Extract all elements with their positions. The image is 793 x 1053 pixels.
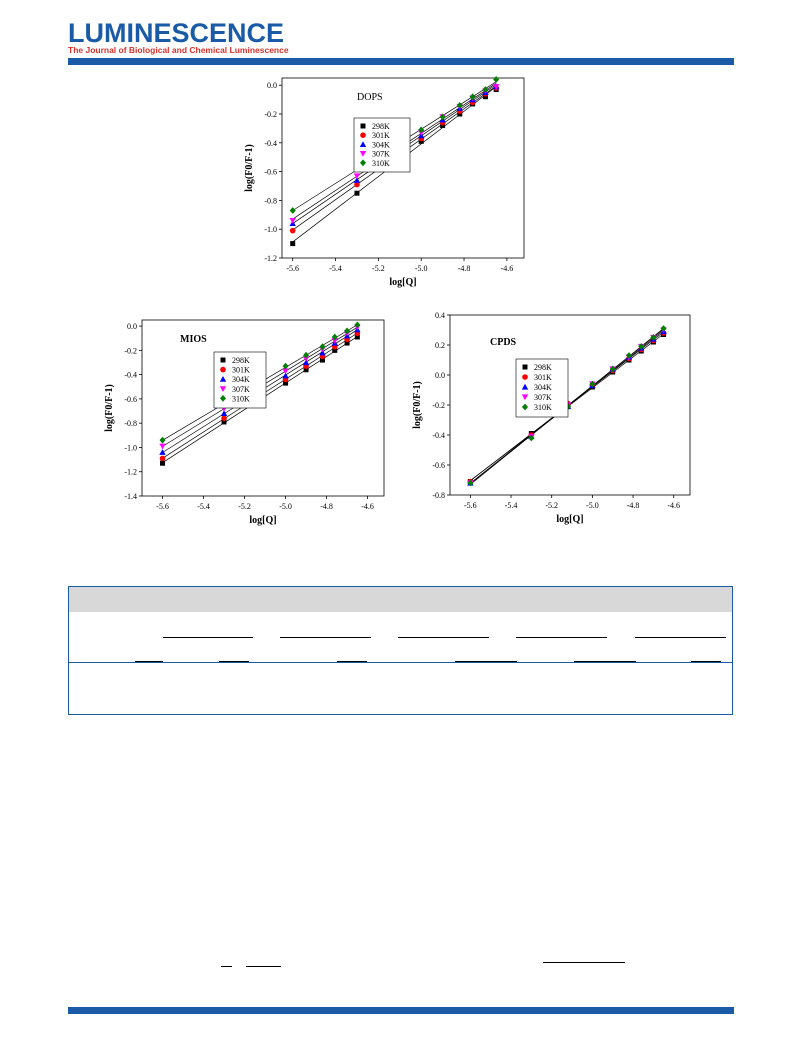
y-tick-label: -1.0 [264, 225, 277, 235]
legend-marker-301K [360, 132, 366, 138]
legend-label: 298K [232, 356, 250, 365]
table-col-rule [691, 661, 721, 662]
data-point-298K [290, 241, 295, 246]
x-tick-label: -5.0 [414, 264, 428, 273]
x-tick-label: -5.6 [156, 502, 169, 511]
table-col-rule [337, 661, 367, 662]
data-point-307K [290, 218, 296, 224]
x-tick-label: -5.2 [545, 501, 559, 510]
y-tick-label: 0.0 [127, 322, 137, 332]
data-point-307K [159, 444, 165, 450]
legend-label: 298K [534, 363, 552, 372]
y-tick-label: -0.4 [124, 370, 137, 380]
y-tick-label: -0.6 [124, 394, 137, 404]
y-tick-label: 0.0 [267, 81, 277, 91]
legend-marker-301K [220, 367, 226, 373]
y-axis-label: log(F0/F-1) [104, 384, 115, 432]
table-header-band [69, 587, 732, 612]
y-tick-label: -1.0 [124, 443, 137, 453]
x-tick-label: -5.2 [372, 264, 385, 273]
mios-stern-volmer-plot [100, 310, 400, 536]
y-tick-label: -0.6 [264, 167, 277, 177]
x-tick-label: -4.6 [667, 501, 681, 510]
legend-label: 301K [372, 131, 390, 141]
table-group-rule [516, 637, 607, 638]
legend-label: 310K [534, 403, 552, 412]
y-tick-label: -1.4 [124, 492, 137, 501]
legend-label: 301K [232, 365, 250, 375]
legend-label: 307K [232, 384, 250, 394]
y-tick-label: -0.4 [264, 138, 277, 148]
dops-stern-volmer-plot [240, 72, 540, 294]
legend-marker-298K [361, 124, 366, 129]
chart-title: MIOS [180, 334, 207, 345]
x-tick-label: -4.8 [457, 264, 471, 273]
legend-label: 307K [534, 393, 552, 402]
legend-label: 304K [232, 375, 250, 385]
y-tick-label: -0.2 [432, 401, 445, 410]
y-tick-label: -0.2 [124, 346, 137, 356]
x-tick-label: -5.6 [464, 501, 477, 510]
table-group-rule [163, 637, 253, 638]
y-axis-label: log(F0/F-1) [412, 381, 423, 429]
table-group-rule [280, 637, 371, 638]
y-tick-label: -0.6 [432, 461, 445, 470]
y-tick-label: -0.4 [432, 431, 445, 440]
cpds-stern-volmer-plot [410, 305, 710, 537]
data-point-298K [354, 191, 359, 196]
journal-logo-subtitle: The Journal of Biological and Chemical Luminescence [68, 45, 289, 55]
data-point-301K [160, 456, 166, 462]
y-tick-label: 0.2 [435, 341, 445, 350]
x-tick-label: -5.4 [329, 264, 342, 273]
x-tick-label: -5.0 [586, 501, 599, 510]
y-tick-label: -0.2 [264, 110, 277, 119]
data-point-301K [221, 416, 227, 422]
legend-label: 298K [372, 122, 390, 131]
footer-rule [68, 1007, 734, 1014]
legend-label: 304K [534, 383, 552, 392]
legend-label: 310K [372, 158, 390, 168]
data-point-310K [290, 207, 296, 214]
journal-logo-title: LUMINESCENCE [68, 18, 285, 48]
x-axis-label: log[Q] [249, 515, 277, 526]
y-tick-label: -1.2 [124, 467, 137, 477]
x-tick-label: -5.4 [504, 501, 518, 510]
x-tick-label: -4.8 [320, 502, 333, 511]
equation-fraction-bar [246, 966, 281, 967]
x-tick-label: -4.8 [626, 501, 640, 510]
equation-fraction-bar [221, 966, 232, 967]
table-group-rule [635, 637, 726, 638]
data-point-310K [493, 76, 499, 83]
y-tick-label: 0.0 [435, 371, 445, 380]
legend-label: 301K [534, 373, 552, 382]
x-axis-label: log[Q] [389, 277, 417, 288]
y-tick-label: -0.8 [264, 196, 277, 206]
legend-label: 310K [232, 394, 250, 404]
chart-title: CPDS [490, 337, 517, 348]
x-tick-label: -4.6 [361, 502, 374, 511]
header-rule [68, 58, 734, 65]
legend-label: 307K [372, 149, 390, 159]
legend-marker-298K [221, 358, 226, 363]
x-axis-label: log[Q] [556, 514, 584, 525]
table-header-rule [69, 662, 732, 663]
x-tick-label: -5.4 [197, 502, 210, 511]
legend-marker-298K [523, 365, 528, 370]
data-point-298K [160, 461, 165, 466]
data-point-301K [290, 228, 296, 234]
table-frame [68, 586, 733, 715]
x-tick-label: -5.0 [279, 502, 292, 511]
chart-title: DOPS [357, 92, 383, 103]
legend-label: 304K [372, 140, 390, 150]
table-col-rule [455, 661, 517, 662]
y-tick-label: -0.8 [124, 419, 137, 429]
y-tick-label: -1.2 [264, 254, 277, 263]
y-tick-label: 0.4 [435, 311, 445, 320]
equation-fraction-bar [543, 962, 625, 963]
x-tick-label: -4.6 [500, 264, 514, 273]
data-point-310K [354, 321, 360, 328]
table-group-rule [398, 637, 489, 638]
table-col-rule [219, 661, 249, 662]
data-point-304K [159, 449, 165, 455]
table-col-rule [574, 661, 636, 662]
x-tick-label: -5.6 [286, 264, 300, 273]
y-tick-label: -0.8 [432, 491, 445, 500]
y-axis-label: log(F0/F-1) [244, 144, 255, 192]
x-tick-label: -5.2 [238, 502, 251, 511]
legend-marker-301K [522, 374, 528, 380]
data-point-310K [160, 437, 166, 444]
table-col-rule [135, 661, 163, 662]
data-point-310K [344, 328, 350, 335]
